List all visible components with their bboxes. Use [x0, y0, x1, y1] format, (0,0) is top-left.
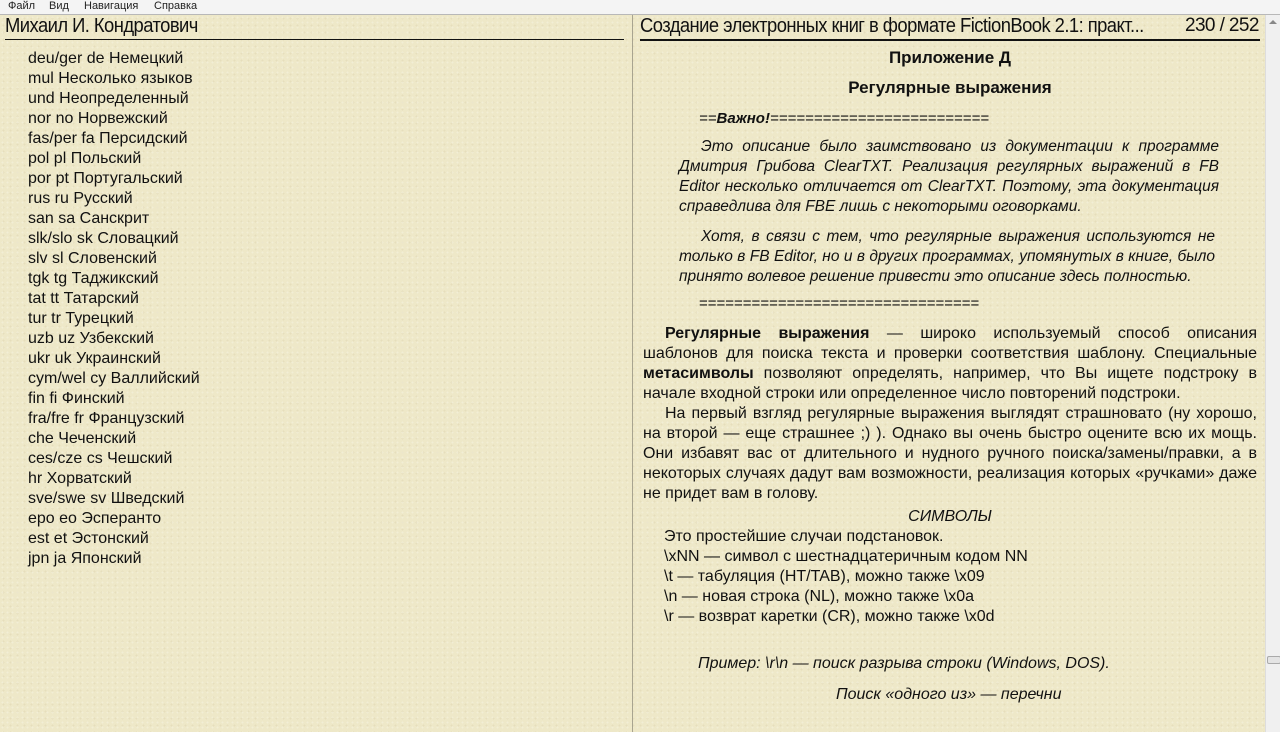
- symbol-line: \r — возврат каретки (CR), можно также \x0d: [664, 608, 995, 625]
- symbol-line: Это простейшие случаи подстановок.: [664, 528, 944, 545]
- language-item: uzb uz Узбекский: [28, 330, 154, 347]
- subsection-title: Поиск «одного из» — перечни: [836, 686, 1062, 703]
- language-item: pol pl Польский: [28, 150, 142, 167]
- important-note-header: ==Важно!=========================: [699, 110, 989, 127]
- language-item: ces/cze cs Чешский: [28, 450, 173, 467]
- symbol-line: \n — новая строка (NL), можно также \x0a: [664, 588, 975, 605]
- scroll-up-arrow-icon[interactable]: [1269, 20, 1277, 24]
- left-header-rule: [5, 39, 624, 40]
- language-list: [28, 49, 200, 569]
- language-item: est et Эстонский: [28, 530, 149, 547]
- menu-help[interactable]: Справка: [154, 0, 198, 12]
- language-item: deu/ger de Немецкий: [28, 50, 184, 67]
- menu-view[interactable]: Вид: [49, 0, 69, 12]
- symbols-heading: СИМВОЛЫ: [908, 508, 992, 525]
- appendix-title: Приложение Д: [888, 48, 1012, 67]
- language-item: cym/wel cy Валлийский: [28, 370, 200, 387]
- language-item: por pt Португальский: [28, 170, 183, 187]
- example-text: Пример: \r\n — поиск разрыва строки (Windows, DOS).: [698, 655, 1110, 672]
- book-title-header: Создание электронных книг в формате FictionBook 2.1: практ...: [640, 15, 1144, 37]
- vertical-scrollbar[interactable]: [1265, 15, 1280, 732]
- book-view[interactable]: [0, 15, 1265, 732]
- language-item: slv sl Словенский: [28, 250, 157, 267]
- language-item: ukr uk Украинский: [28, 350, 161, 367]
- language-item: nor no Норвежский: [28, 110, 168, 127]
- symbol-line: \t — табуляция (HT/TAB), можно также \x09: [664, 568, 985, 585]
- language-item: jpn ja Японский: [28, 550, 142, 567]
- scrollbar-thumb[interactable]: [1267, 656, 1280, 664]
- language-item: san sa Санскрит: [28, 210, 150, 227]
- language-item: fin fi Финский: [28, 390, 125, 407]
- language-item: tgk tg Таджикский: [28, 270, 159, 287]
- language-item: tat tt Татарский: [28, 290, 139, 307]
- language-item: rus ru Русский: [28, 190, 133, 207]
- language-item: fas/per fa Персидский: [28, 130, 188, 147]
- symbols-list: [664, 527, 1257, 627]
- page-counter: 230 / 252: [1185, 15, 1259, 36]
- language-item: epo eo Эсперанто: [28, 510, 162, 527]
- page-divider: [632, 15, 633, 732]
- language-item: fra/fre fr Французский: [28, 410, 185, 427]
- language-item: slk/slo sk Словацкий: [28, 230, 179, 247]
- language-item: hr Хорватский: [28, 470, 132, 487]
- section-title: Регулярные выражения: [848, 78, 1052, 97]
- language-item: und Неопределенный: [28, 90, 189, 107]
- note-paragraph-2: Хотя, в связи с тем, что регулярные выражения используются не только в FB Editor, но и в других программах, упомянутых в книге, было принято волевое решение привести это описание здесь полностью.: [679, 228, 1215, 285]
- symbol-line: \xNN — символ с шестнадцатеричным кодом NN: [664, 548, 1028, 565]
- language-item: sve/swe sv Шведский: [28, 490, 185, 507]
- note-paragraph-1: Это описание было заимствовано из документации к программе Дмитрия Грибова ClearTXT. Реализация регулярных выражений в FB Editor несколько отличается от ClearTXT. Поэтому, эта документация справедлива для FBE лишь с некоторыми оговорками.: [679, 138, 1219, 215]
- left-page-header: Михаил И. Кондратович: [5, 15, 198, 37]
- regex-paragraph-2: На первый взгляд регулярные выражения выглядят страшновато (ну хорошо, на второй — еще страшнее ;) ). Однако вы очень быстро оцените всю их мощь. Они избавят вас от длительного и нудного ручного поиска/замены/правки, а в некоторых случаях дадут вам возможности, реализация которых «ручками» даже не придет вам в голову.: [643, 405, 1257, 502]
- menu-navigation[interactable]: Навигация: [84, 0, 139, 12]
- right-page-content: [643, 46, 1257, 704]
- progress-rule: [640, 39, 1260, 41]
- menu-file[interactable]: Файл: [8, 0, 36, 12]
- menu-bar: [0, 0, 1280, 15]
- note-separator: ================================: [699, 295, 980, 312]
- language-item: tur tr Турецкий: [28, 310, 134, 327]
- language-item: mul Несколько языков: [28, 70, 193, 87]
- regex-intro-paragraph: Регулярные выражения — широко используемый способ описания шаблонов для поиска текста и проверки соответствия шаблону. Специальные метасимволы позволяют определять, например, что Вы ищете подстроку в начале входной строки или определенное число повторений подстроки.: [643, 325, 1257, 402]
- language-item: che Чеченский: [28, 430, 137, 447]
